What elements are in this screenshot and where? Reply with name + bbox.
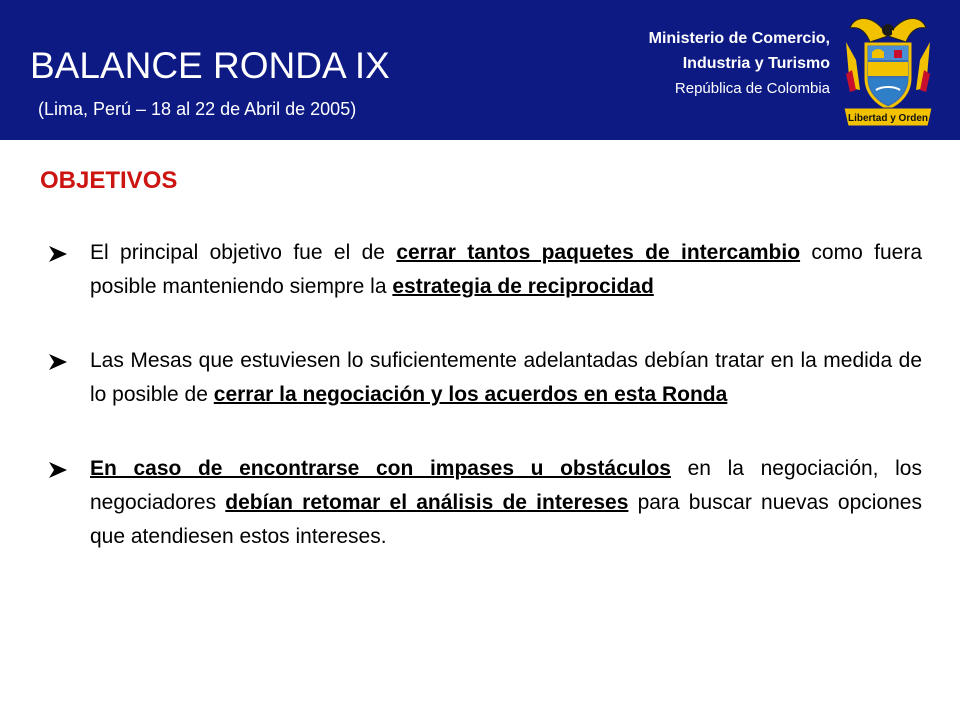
bullet-2-text-1: Las Mesas que estuviesen lo suficientemente adelantadas debían tratar en la medida de lo posible de (90, 349, 922, 406)
crest-motto: Libertad y Orden (847, 113, 929, 124)
bullet-3-emphasis-1: En caso de encontrarse con impases u obstáculos (90, 457, 671, 480)
bullet-1-text-2: como fuera posible manteniendo siempre la (90, 241, 923, 298)
slide-title: BALANCE RONDA IX (30, 45, 390, 86)
slide-subtitle: (Lima, Perú – 18 al 22 de Abril de 2005) (38, 99, 357, 119)
bullet-3-emphasis-2: debían retomar el análisis de intereses (225, 491, 629, 514)
bullet-item-2 (44, 344, 922, 412)
bullet-1-emphasis-2: estrategia de reciprocidad (392, 275, 654, 298)
bullet-2-emphasis-1: cerrar la negociación y los acuerdos en esta Ronda (213, 383, 728, 406)
ministry-line-3: República de Colombia (674, 80, 830, 97)
ministry-block (649, 26, 830, 101)
bullet-1-text-1: El principal objetivo fue el de (90, 241, 397, 264)
ministry-line-2: Industria y Turismo (682, 55, 830, 72)
section-title: OBJETIVOS (40, 167, 178, 194)
arrow-bullet-icon (48, 353, 68, 371)
bullet-3-text-2: para buscar nuevas opciones que atendiesen estos intereses. (90, 491, 922, 548)
ministry-line-1: Ministerio de Comercio, (648, 30, 830, 47)
header-bar (0, 0, 960, 140)
bullet-list (44, 236, 922, 594)
bullet-item-3 (44, 452, 922, 554)
arrow-bullet-icon (48, 245, 68, 263)
bullet-item-1 (44, 236, 922, 304)
arrow-bullet-icon (48, 461, 68, 479)
bullet-1-emphasis-1: cerrar tantos paquetes de intercambio (396, 241, 801, 264)
bullet-3-text-1: en la negociación, los negociadores (90, 457, 922, 514)
colombia-coat-of-arms-icon (842, 8, 934, 130)
